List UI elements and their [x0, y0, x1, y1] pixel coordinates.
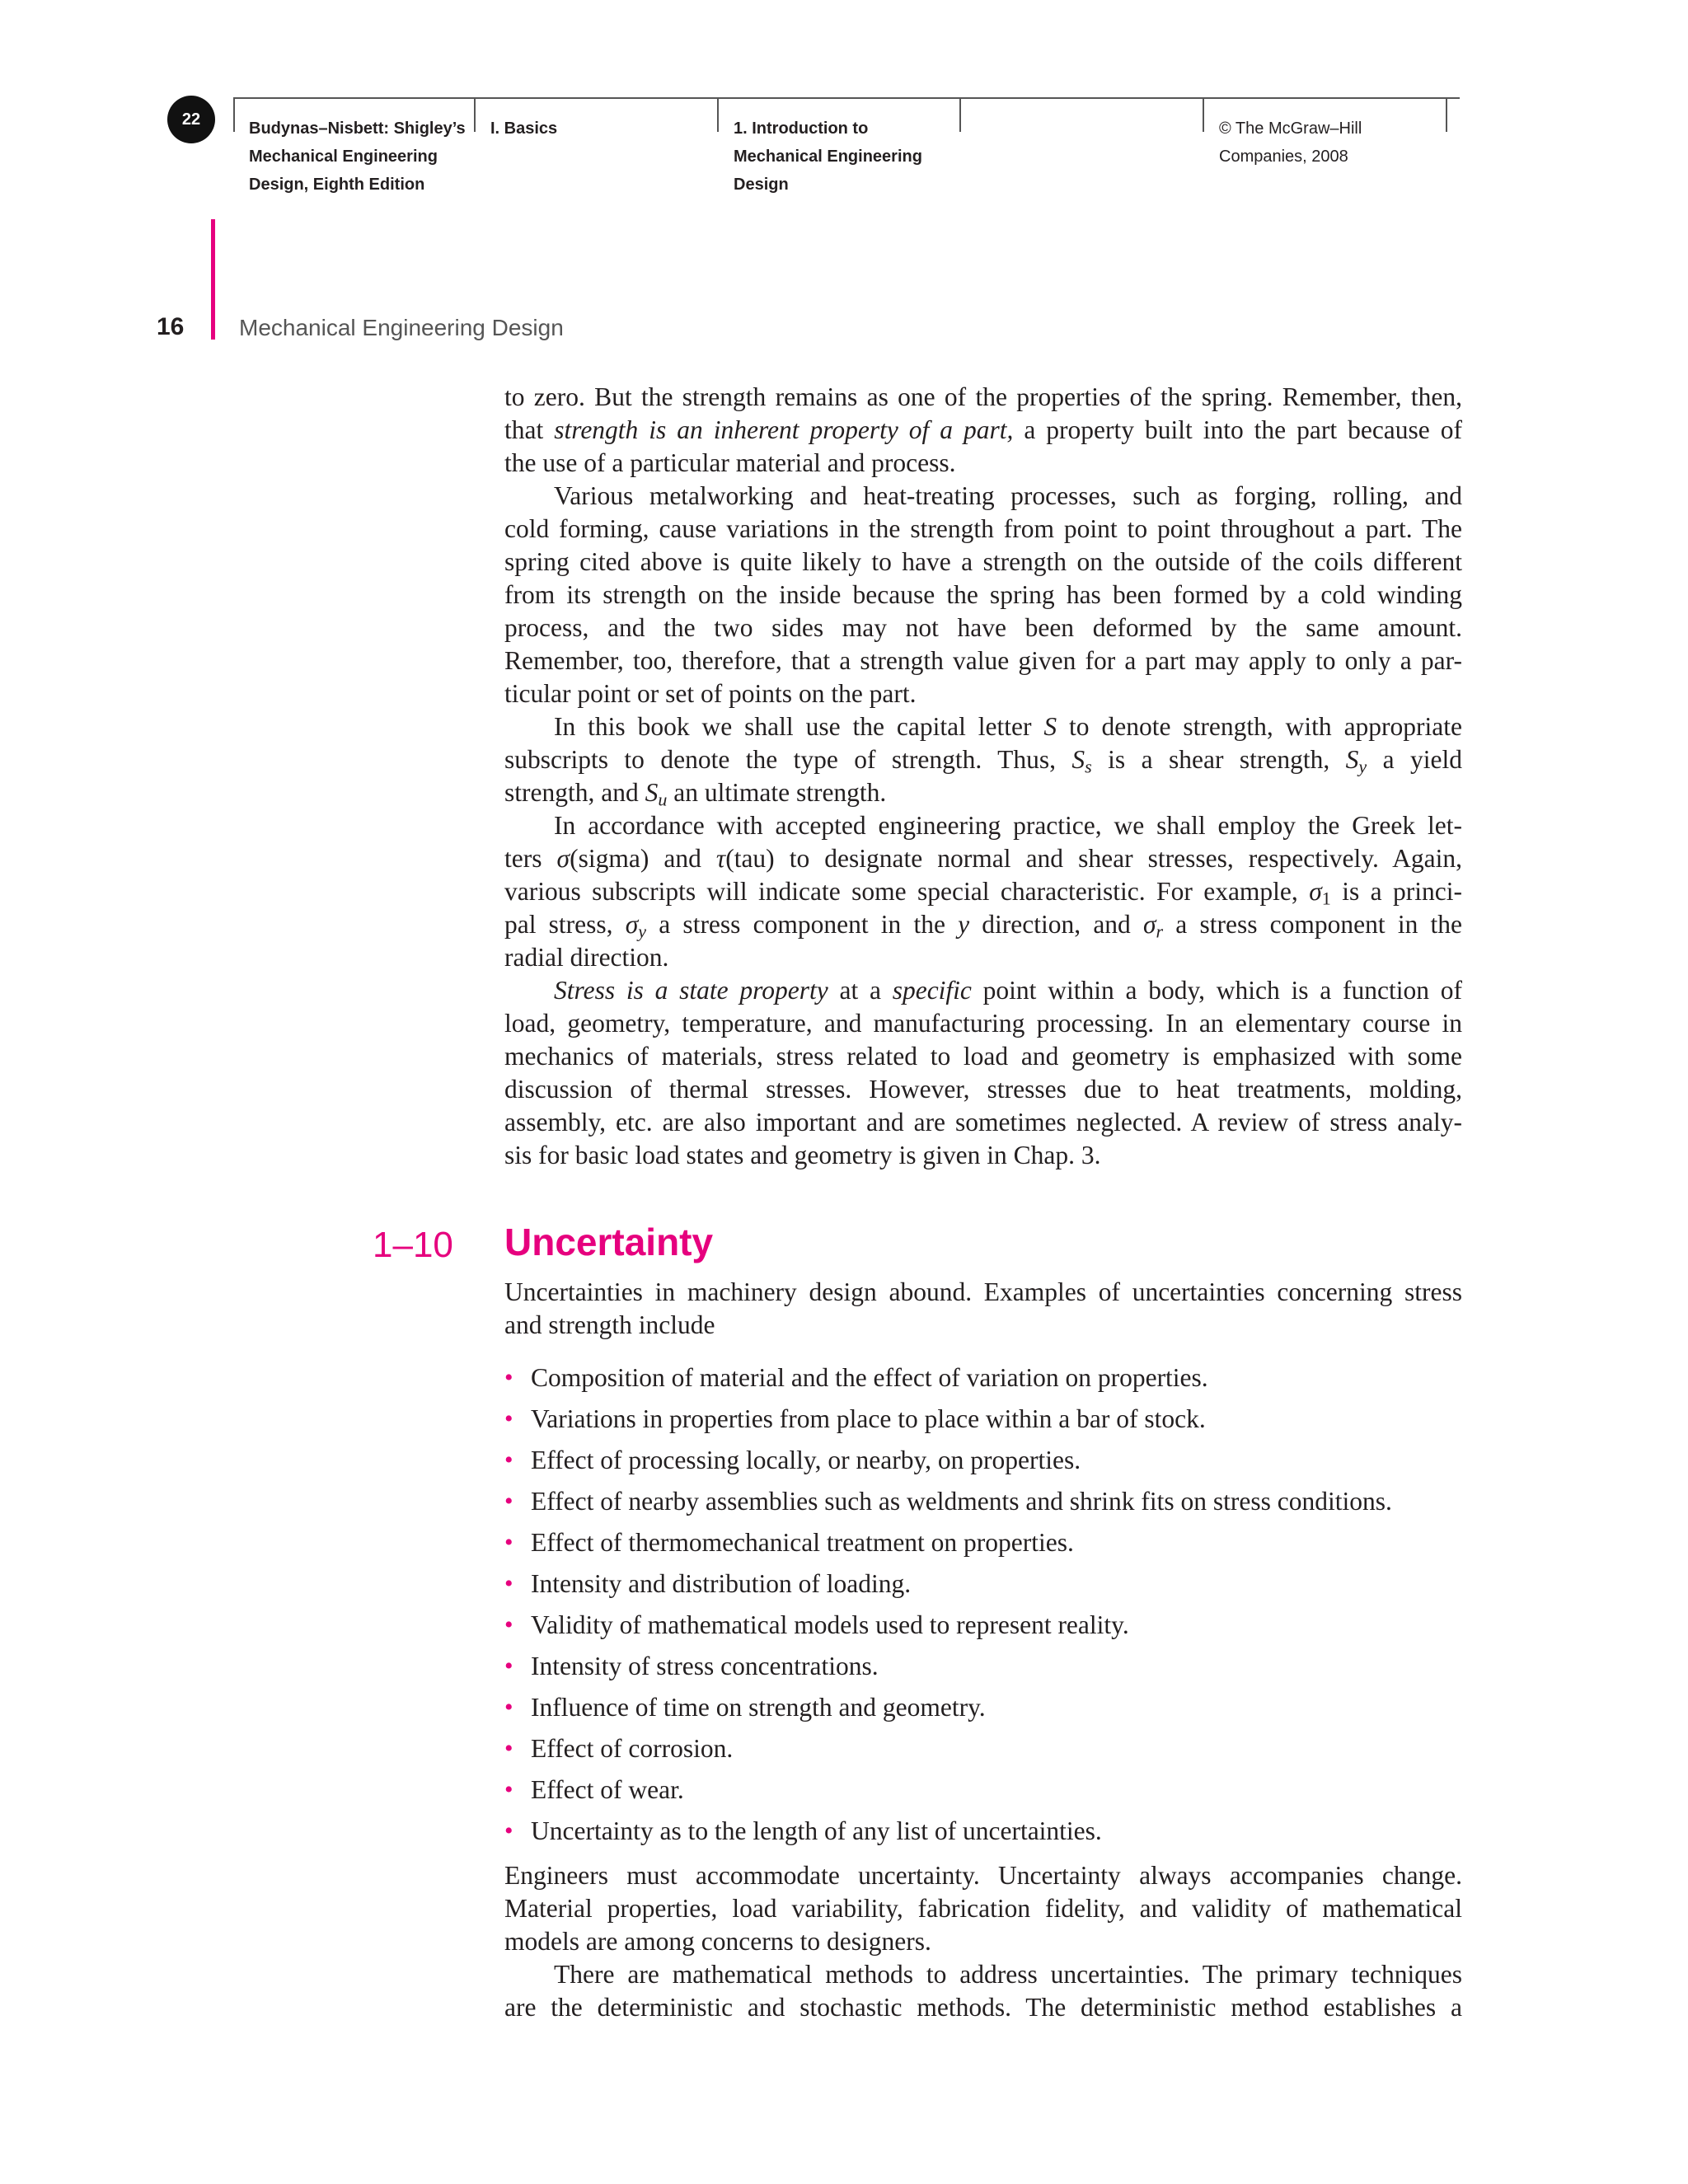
list-item: • Influence of time on strength and geometry. [504, 1687, 1462, 1728]
list-item: • Effect of wear. [504, 1769, 1462, 1811]
page-badge: 22 [167, 96, 215, 143]
paragraph: In accordance with accepted engineering practice, we shall employ the Greek let- ters σ(sigma) and τ(tau) to designate normal and shear stresses, respectively. Again, various subscripts will indicate some special characteristic. For example, $\sigma_1$ is a princi- pal stress, $\sigma_y$ a stress component in the y direction, and $\sigma_r$ a stress component in the radial direction. [504, 811, 1462, 972]
paragraph: to zero. But the strength remains as one of the properties of the spring. Remember, then, that strength is an inherent property of a part, a property built into the part because of the use of a particular material and process. [504, 382, 1462, 477]
section-number: 1–10 [373, 1225, 453, 1265]
section-title: Uncertainty [504, 1221, 714, 1263]
list-item: • Effect of thermomechanical treatment on properties. [504, 1522, 1462, 1563]
body-text-bottom [504, 1859, 1462, 2024]
uncertainty-list [504, 1357, 1462, 1852]
paragraph: Uncertainties in machinery design abound. Examples of uncertainties concerning stress and strength include [504, 1277, 1462, 1339]
header-divider [233, 97, 235, 132]
header-copyright: © The McGraw–Hill Companies, 2008 [1219, 120, 1362, 166]
header-divider [1446, 97, 1447, 132]
body-text-top [504, 381, 1462, 1172]
header-divider [717, 97, 719, 132]
paragraph: Stress is a state property at a specific point within a body, which is a function of load, geometry, temperature, and manufacturing processing. In an elementary course in mechanics of materials, stress related to load and geometry is emphasized with some discussion of thermal stresses. However, stresses due to heat treatments, molding, assembly, etc. are also important and are sometimes neglected. A review of stress analy- sis for basic load states and geometry is given in Chap. 3. [504, 976, 1463, 1169]
paragraph: Various metalworking and heat-treating processes, such as forging, rolling, and cold forming, cause variations in the strength from point to point throughout a part. The spring cited above is quite likely to have a strength on the outside of the coils different from its strength on the inside because the spring has been formed by a cold winding process, and the two sides may not have been deformed by the same amount. Remember, too, therefore, that a strength value given for a part may apply to only a par- ticular point or set of points on the part. [504, 481, 1462, 708]
page-number: 16 [157, 313, 185, 340]
section-intro [504, 1276, 1462, 1342]
list-item: • Uncertainty as to the length of any list of uncertainties. [504, 1811, 1462, 1852]
list-item: • Effect of nearby assemblies such as weldments and shrink fits on stress conditions. [504, 1481, 1462, 1522]
header-divider [1203, 97, 1204, 132]
list-item: • Intensity of stress concentrations. [504, 1646, 1462, 1687]
header-divider [474, 97, 476, 132]
list-item: • Composition of material and the effect of variation on properties. [504, 1357, 1462, 1399]
list-item: • Effect of processing locally, or nearby, on properties. [504, 1440, 1462, 1481]
paragraph: There are mathematical methods to address uncertainties. The primary techniques are the deterministic and stochastic methods. The deterministic method establishes a [504, 1960, 1462, 2022]
list-item: • Effect of corrosion. [504, 1728, 1462, 1769]
list-item: • Variations in properties from place to place within a bar of stock. [504, 1399, 1462, 1440]
header-divider [959, 97, 961, 132]
paragraph: In this book we shall use the capital letter S to denote strength, with appropriate subscripts to denote the type of strength. Thus, $S_s$ is a shear strength, $S_y$ a yield strength, and $S_u$ an ultimate strength. [504, 712, 1463, 810]
list-item: • Validity of mathematical models used to represent reality. [504, 1605, 1462, 1646]
list-item: • Intensity and distribution of loading. [504, 1563, 1462, 1605]
paragraph: Engineers must accommodate uncertainty. Uncertainty always accompanies change. Material properties, load variability, fabrication fidelity, and validity of mathematical models are among concerns to designers. [504, 1861, 1462, 1956]
header-book-title: Budynas–Nisbett: Shigley’s Mechanical Engineering Design, Eighth Edition [249, 120, 466, 194]
running-head-rule [211, 219, 215, 340]
header-rule [233, 97, 1460, 99]
header-chapter: 1. Introduction to Mechanical Engineering Design [734, 120, 922, 194]
running-head-title: Mechanical Engineering Design [239, 315, 564, 340]
header-part: I. Basics [490, 120, 558, 138]
